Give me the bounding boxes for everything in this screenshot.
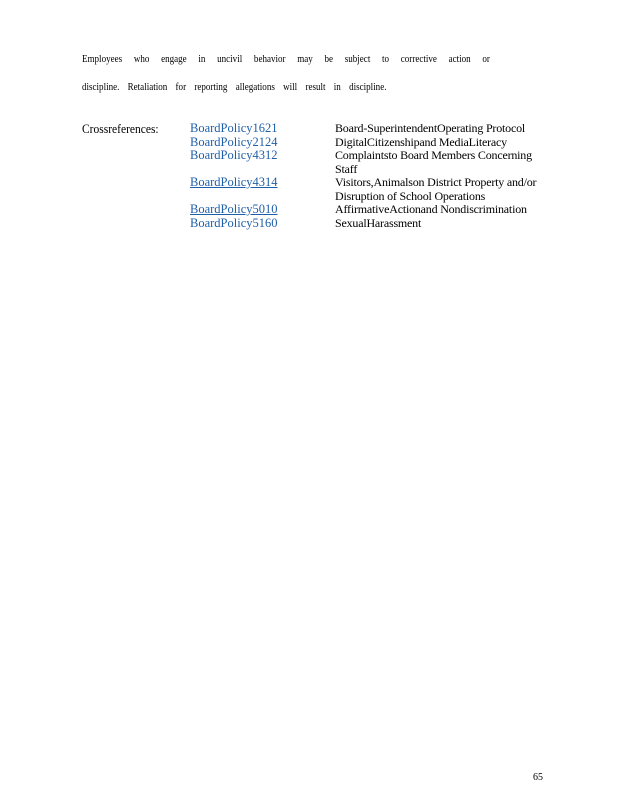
paragraph-line-1: Employees who engage in uncivil behavior may be subject to corrective action or (82, 54, 490, 65)
cross-reference-row (190, 203, 550, 217)
cross-references-label: Crossreferences: (82, 122, 159, 136)
policy-title: SexualHarassment (335, 215, 422, 230)
policy-title: Board-SuperintendentOperating Protocol (335, 121, 526, 135)
cross-reference-row (190, 176, 550, 203)
policy-title: AffirmativeActionand Nondiscrimination (335, 202, 527, 216)
policy-link[interactable]: BoardPolicy4314 (190, 175, 278, 189)
policy-title: Visitors,Animalson District Property and/or Disruption of School Operations (335, 175, 537, 203)
page-number: 65 (533, 772, 543, 783)
cross-references-list (190, 122, 550, 230)
policy-title: Complaintsto Board Members Concerning Staff (335, 148, 532, 176)
policy-link[interactable]: BoardPolicy5160 (190, 215, 278, 230)
policy-title: DigitalCitizenshipand MediaLiteracy (335, 134, 507, 149)
policy-link[interactable]: BoardPolicy4312 (190, 148, 278, 162)
cross-reference-row (190, 122, 550, 136)
cross-reference-row (190, 149, 550, 176)
policy-link[interactable]: BoardPolicy5010 (190, 202, 278, 216)
cross-reference-row (190, 217, 550, 231)
policy-link[interactable]: BoardPolicy2124 (190, 134, 278, 149)
paragraph-line-2: discipline. Retaliation for reporting allegations will result in discipline. (82, 82, 387, 93)
policy-link[interactable]: BoardPolicy1621 (190, 121, 278, 135)
cross-reference-row (190, 136, 550, 150)
